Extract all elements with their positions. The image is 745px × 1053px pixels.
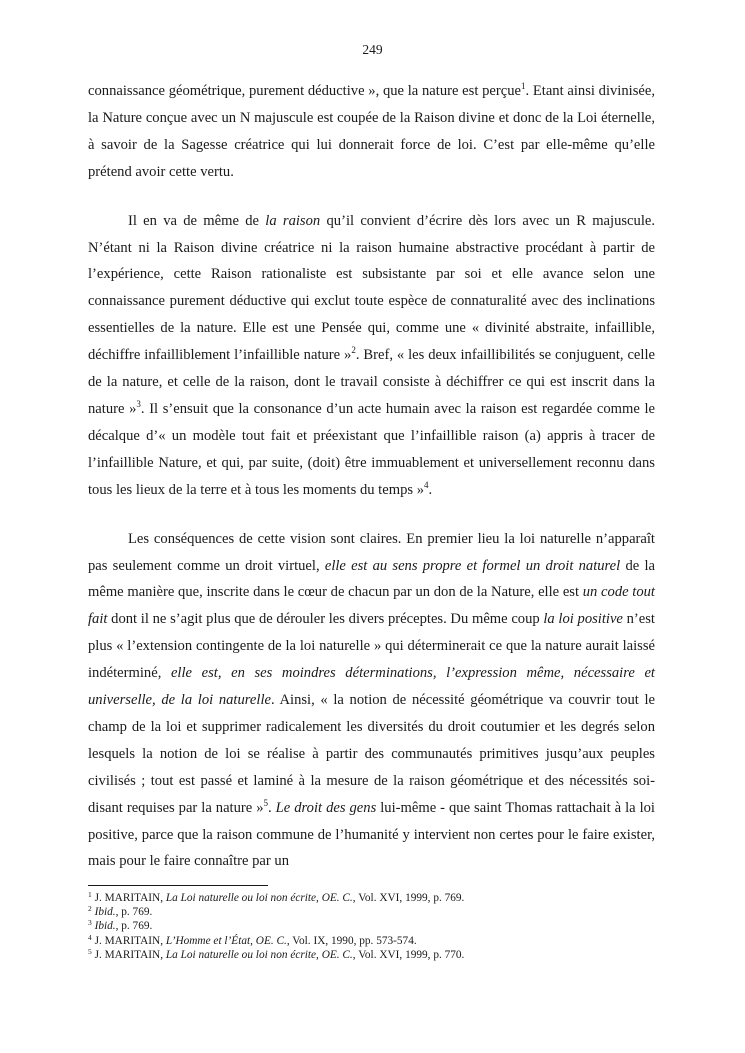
footnote-ref: 2 — [351, 345, 356, 356]
text-run: , Vol. XVI, 1999, p. 770. — [352, 948, 465, 961]
footnote-2 — [88, 905, 655, 919]
text-run: . Il s’ensuit que la consonance d’un acte humain avec la raison est regardée comme le décalque d’« un modèle tout fait et préexistant que l’infaillible raison (a) appris à tracer de l’infaillible Nature, et qui, par suite, (doit) être immuablement et universellement reconnu dans tous les lieux de la terre et à tous les moments du temps » — [88, 400, 655, 498]
italic-text: Ibid. — [94, 906, 116, 919]
text-run: connaissance géométrique, purement déductive », que la nature est perçue — [88, 83, 521, 99]
page-number: 249 — [362, 42, 383, 57]
italic-text: la raison — [265, 212, 321, 229]
text-run: dont il ne s’agit plus que de dérouler les divers préceptes. Du même coup — [107, 611, 544, 628]
italic-text: Le droit des gens — [275, 799, 377, 816]
footnote-ref: 3 — [88, 918, 92, 928]
paragraph-2 — [88, 208, 655, 504]
footnote-separator — [88, 885, 268, 886]
footnote-4 — [88, 934, 655, 948]
footnote-ref: 5 — [88, 946, 92, 956]
text-run: Les conséquences de cette vision sont claires. En premier lieu la loi naturelle n’apparaît pas seulement comme un droit virtuel, — [88, 530, 655, 574]
footnote-ref: 5 — [263, 797, 269, 808]
paragraph-1 — [88, 78, 655, 186]
text-run: . — [268, 799, 276, 816]
text-run: n’est plus « l’extension contingente de la loi naturelle » qui déterminerait ce que la nature aurait laissé indéterminé, — [88, 611, 655, 682]
footnote-ref: 3 — [136, 398, 141, 409]
footnote-ref: 1 — [88, 890, 92, 899]
text-run: J. MARITAIN, — [91, 892, 166, 904]
text-run: de la même manière que, inscrite dans le cœur de chacun par un don de la Nature, elle est — [88, 557, 655, 601]
text-run: J. MARITAIN, — [91, 948, 166, 961]
footnote-ref: 4 — [424, 479, 429, 490]
italic-text: L’Homme et l’État, OE. C. — [165, 934, 287, 947]
text-run: qu’il convient d’écrire dès lors avec un R majuscule. N’étant ni la Raison divine créatrice ni la raison humaine abstractive procédant à partir de l’expérience, cette Raison rationaliste est subsistante par soi et elle avance selon une connaissance purement déductive qui exclut toute espèce de connaturalité avec des inclinations essentielles de la nature. Elle est une Pensée qui, comme une « divinité abstraite, infaillible, déchiffre infailliblement l’infaillible nature » — [88, 212, 656, 364]
text-run: , Vol. IX, 1990, pp. 573-574. — [286, 934, 417, 947]
italic-text: Ibid. — [94, 920, 116, 933]
footnotes — [88, 891, 655, 962]
footnote-3 — [88, 919, 655, 933]
italic-text: La Loi naturelle ou loi non écrite, OE. C. — [165, 892, 353, 904]
footnote-5 — [88, 948, 655, 962]
text-run: Il en va de même de — [128, 212, 266, 229]
italic-text: elle est au sens propre et formel un droit naturel — [324, 557, 621, 574]
text-run: . Bref, « les deux infaillibilités se conjuguent, celle de la nature, et celle de la raison, dont le travail consiste à déchiffrer ce qui est inscrit dans la nature » — [88, 347, 655, 417]
text-run: J. MARITAIN, — [91, 934, 166, 947]
text-run: , Vol. XVI, 1999, p. 769. — [352, 892, 465, 904]
text-run: . Etant ainsi divinisée, la Nature conçue avec un N majuscule est coupée de la Raison divine et donc de la Loi éternelle, à savoir de la Sagesse créatrice qui lui donnerait force de loi. C’est par elle-même qu’elle prétend avoir cette vertu. — [88, 83, 655, 180]
text-run: . — [428, 481, 433, 498]
body-text — [88, 78, 655, 875]
italic-text: elle est, en ses moindres déterminations, l’expression même, nécessaire et universelle, de la loi naturelle — [88, 665, 655, 709]
italic-text: la loi positive — [543, 611, 623, 628]
footnote-ref: 4 — [88, 932, 92, 942]
text-run: lui-même - que saint Thomas rattachait à la loi positive, parce que la raison commune de l’humanité y intervient non certes pour le faire exister, mais pour le faire connaître par un — [88, 799, 655, 870]
footnote-ref: 2 — [88, 904, 92, 914]
footnote-1 — [88, 891, 655, 905]
italic-text: La Loi naturelle ou loi non écrite, OE. C. — [165, 948, 353, 961]
text-run: , p. 769. — [115, 920, 153, 933]
paragraph-3 — [88, 526, 655, 876]
text-run: . Ainsi, « la notion de nécessité géométrique va couvrir tout le champ de la loi et supprimer radicalement les diversités du droit coutumier et les degrés selon lesquels la notion de loi se réalise à partir des communautés primitives jusqu’aux peuples civilisés ; tout est passé et laminé à la mesure de la raison géométrique et des nécessités soi-disant requises par la nature » — [88, 692, 655, 816]
footnote-ref: 1 — [520, 81, 526, 91]
text-run: , p. 769. — [115, 906, 153, 919]
italic-text: un code tout fait — [88, 584, 655, 628]
